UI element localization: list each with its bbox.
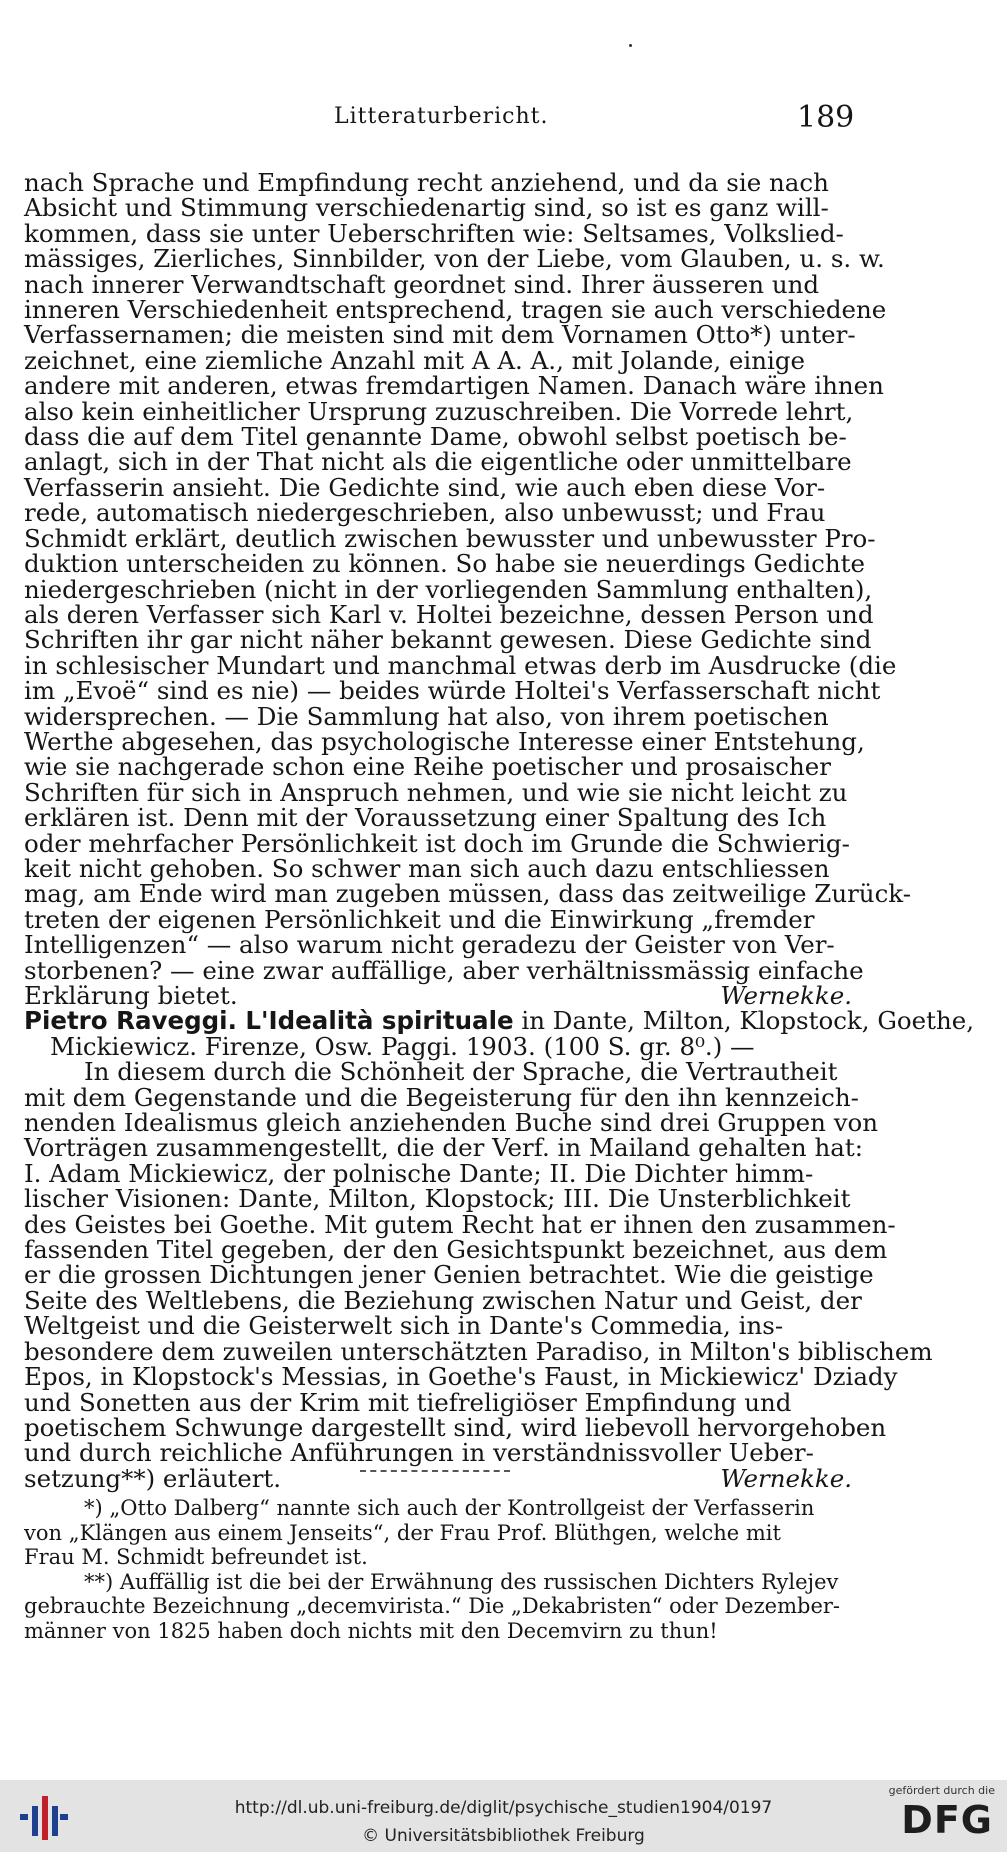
text-line: treten der eigenen Persönlichkeit und die Einwirkung „fremder	[24, 904, 815, 934]
running-head: Litteraturbericht.	[334, 104, 549, 129]
footnote-line: männer von 1825 haben doch nichts mit den Decemvirn zu thun!	[24, 1618, 718, 1643]
text-line	[24, 983, 852, 1008]
text-line: andere mit anderen, etwas fremdartigen Namen. Danach wäre ihnen	[24, 371, 884, 401]
text-line: Werthe abgesehen, das psychologische Interesse einer Entstehung,	[24, 726, 865, 756]
text-line: dass die auf dem Titel genannte Dame, obwohl selbst poetisch be-	[24, 422, 847, 452]
text-line: Absicht und Stimmung verschiedenartig sind, so ist es ganz will-	[24, 193, 829, 223]
text-line: Verfasserin ansieht. Die Gedichte sind, wie auch eben diese Vor-	[24, 472, 826, 502]
text-line: mässiges, Zierliches, Sinnbilder, von der Liebe, vom Glauben, u. s. w.	[24, 244, 885, 274]
text-line: des Geistes bei Goethe. Mit gutem Recht hat er ihnen den zusammen-	[24, 1209, 896, 1239]
text-fragment: Erklärung bietet.	[24, 981, 238, 1010]
footnote-line: **) Auffällig ist die bei der Erwähnung des russischen Dichters Rylejev	[84, 1569, 839, 1594]
text-line: er die grossen Dichtungen jener Genien betrachtet. Wie die geistige	[24, 1260, 874, 1290]
speck	[629, 44, 632, 47]
text-fragment: setzung**) erläutert.	[24, 1463, 282, 1493]
text-line: inneren Verschiedenheit entsprechend, tragen sie auch verschiedene	[24, 295, 887, 325]
text-line: erklären ist. Denn mit der Voraussetzung einer Spaltung des Ich	[24, 803, 827, 833]
footnote-line: Frau M. Schmidt befreundet ist.	[24, 1545, 368, 1569]
review-2-title: Pietro Raveggi. L'Idealità spirituale	[24, 1006, 514, 1036]
viewer-footer	[0, 1780, 1007, 1852]
section-divider	[360, 1470, 510, 1472]
text-line: und Sonetten aus der Krim mit tiefreligiöser Empfindung und	[24, 1387, 792, 1417]
review-2-heading	[24, 1006, 975, 1036]
text-line: I. Adam Mickiewicz, der polnische Dante; II. Die Dichter himm-	[24, 1158, 814, 1188]
footnote-line: *) „Otto Dalberg“ nannte sich auch der Kontrollgeist der Verfasserin	[84, 1496, 815, 1520]
footnote-line: gebrauchte Bezeichnung „decemvirista.“ Die „Dekabristen“ oder Dezember-	[24, 1594, 841, 1618]
page-header	[0, 100, 1007, 144]
text-line: fassenden Titel gegeben, der den Gesichtspunkt bezeichnet, aus dem	[24, 1235, 888, 1265]
text-line: zeichnet, eine ziemliche Anzahl mit A A. A., mit Jolande, einige	[24, 345, 806, 375]
footnote-line: von „Klängen aus einem Jenseits“, der Frau Prof. Blüthgen, welche mit	[24, 1520, 781, 1545]
review-2-heading-line2: Mickiewicz. Firenze, Osw. Paggi. 1903. (100 S. gr. 8⁰.) —	[50, 1031, 755, 1061]
text-line: also kein einheitlicher Ursprung zuzuschreiben. Die Vorrede lehrt,	[24, 396, 854, 426]
text-line: besondere dem zuweilen unterschätzten Paradiso, in Milton's biblischem	[24, 1336, 933, 1366]
text-line: widersprechen. — Die Sammlung hat also, von ihrem poetischen	[24, 701, 829, 731]
copyright-text: © Universitätsbibliothek Freiburg	[362, 1826, 645, 1846]
text-line: Schriften ihr gar nicht näher bekannt gewesen. Diese Gedichte sind	[24, 625, 872, 655]
text-line: poetischem Schwunge dargestellt sind, wird liebevoll hervorgehoben	[24, 1412, 887, 1442]
reviewer-signature: Wernekke.	[720, 981, 852, 1010]
text-line: Epos, in Klopstock's Messias, in Goethe's Faust, in Mickiewicz' Dziady	[24, 1362, 898, 1392]
text-line: storbenen? — eine zwar auffällige, aber verhältnissmässig einfache	[24, 955, 864, 985]
text-line: in schlesischer Mundart und manchmal etwas derb im Ausdrucke (die	[24, 650, 897, 680]
text-line: nach Sprache und Empfindung recht anziehend, und da sie nach	[24, 168, 829, 197]
source-url-link[interactable]: http://dl.ub.uni-freiburg.de/diglit/psychische_studien1904/0197	[234, 1798, 773, 1818]
dfg-caption: gefördert durch die	[888, 1784, 995, 1797]
text-line: duktion unterscheiden zu können. So habe sie neuerdings Gedichte	[24, 549, 865, 579]
text-line: kommen, dass sie unter Ueberschriften wie: Seltsames, Volkslied-	[24, 218, 844, 248]
text-line: Weltgeist und die Geisterwelt sich in Dante's Commedia, ins-	[24, 1311, 784, 1341]
footnotes	[24, 1496, 852, 1643]
text-line: In diesem durch die Schönheit der Sprache, die Vertrautheit	[84, 1057, 838, 1087]
text-line: Seite des Weltlebens, die Beziehung zwischen Natur und Geist, der	[24, 1285, 862, 1315]
text-line: niedergeschrieben (nicht in der vorliegenden Sammlung enthalten),	[24, 574, 873, 604]
text-line: Schriften für sich in Anspruch nehmen, und wie sie nicht leicht zu	[24, 777, 848, 807]
page-number: 189	[797, 100, 855, 135]
text-line: oder mehrfacher Persönlichkeit ist doch im Grunde die Schwierig-	[24, 828, 850, 858]
text-line: im „Evoë“ sind es nie) — beides würde Holtei's Verfasserschaft nicht	[24, 676, 881, 706]
dfg-logo: DFG	[901, 1798, 993, 1842]
text-line: mit dem Gegenstande und die Begeisterung für den ihn kennzeich-	[24, 1082, 859, 1112]
text-line: lischer Visionen: Dante, Milton, Klopstock; III. Die Unsterblichkeit	[24, 1184, 851, 1214]
text-line: nach innerer Verwandtschaft geordnet sind. Ihrer äusseren und	[24, 269, 820, 299]
reviewer-signature: Wernekke.	[720, 1463, 852, 1493]
text-line: als deren Verfasser sich Karl v. Holtei bezeichne, dessen Person und	[24, 599, 874, 629]
text-line: anlagt, sich in der That nicht als die eigentliche oder unmittelbare	[24, 447, 852, 477]
text-line: nenden Idealismus gleich anziehenden Buche sind drei Gruppen von	[24, 1108, 879, 1138]
text-line: rede, automatisch niedergeschrieben, also unbewusst; und Frau	[24, 498, 826, 528]
text-line: Verfassernamen; die meisten sind mit dem Vornamen Otto*) unter-	[24, 320, 856, 350]
review-1-text	[24, 168, 975, 1493]
text-line: Schmidt erklärt, deutlich zwischen bewusster und unbewusster Pro-	[24, 523, 876, 553]
review-2-heading-rest: in Dante, Milton, Klopstock, Goethe,	[513, 1006, 975, 1036]
text-line: Intelligenzen“ — also warum nicht geradezu der Geister von Ver-	[24, 930, 835, 960]
text-line: Vorträgen zusammengestellt, die der Verf. in Mailand gehalten hat:	[24, 1133, 863, 1163]
text-line: und durch reichliche Anführungen in verständnissvoller Ueber-	[24, 1438, 814, 1468]
text-line: keit nicht gehoben. So schwer man sich auch dazu entschliessen	[24, 853, 830, 883]
text-line: mag, am Ende wird man zugeben müssen, dass das zeitweilige Zurück-	[24, 879, 912, 909]
text-line: wie sie nachgerade schon eine Reihe poetischer und prosaischer	[24, 752, 831, 782]
